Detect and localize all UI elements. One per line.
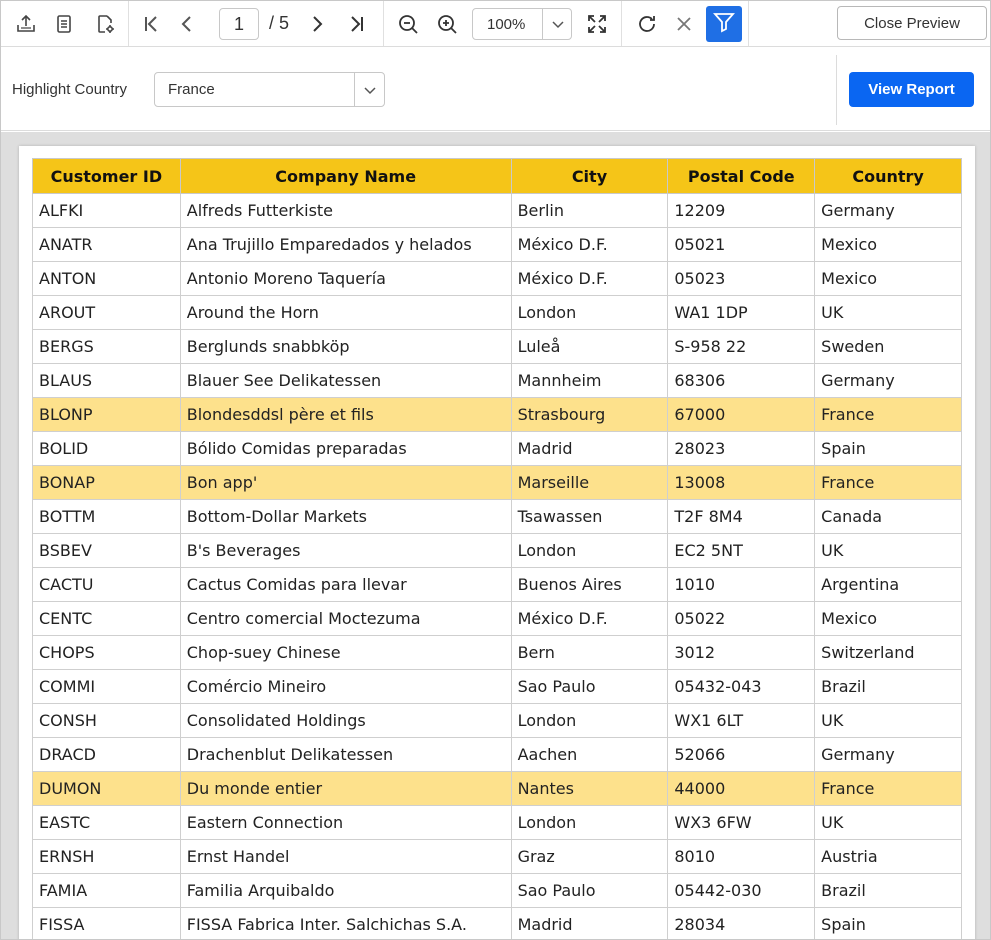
table-cell: BSBEV <box>33 534 181 568</box>
table-cell: COMMI <box>33 670 181 704</box>
table-cell: Mexico <box>815 262 962 296</box>
table-cell: London <box>511 806 668 840</box>
toolbar-divider <box>748 1 749 46</box>
table-cell: 05442-030 <box>668 874 815 908</box>
table-cell: Mannheim <box>511 364 668 398</box>
table-cell: Sao Paulo <box>511 670 668 704</box>
table-cell: Berlin <box>511 194 668 228</box>
table-row <box>33 330 962 364</box>
table-cell: BOTTM <box>33 500 181 534</box>
table-cell: Sweden <box>815 330 962 364</box>
close-preview-button[interactable]: Close Preview <box>837 6 987 40</box>
table-cell: Luleå <box>511 330 668 364</box>
filter-icon <box>712 10 736 39</box>
table-row <box>33 194 962 228</box>
table-cell: 12209 <box>668 194 815 228</box>
table-row <box>33 840 962 874</box>
table-cell: CONSH <box>33 704 181 738</box>
table-cell: Bottom-Dollar Markets <box>180 500 511 534</box>
table-cell: London <box>511 296 668 330</box>
table-cell: Germany <box>815 194 962 228</box>
customer-table <box>32 158 962 940</box>
column-header: City <box>511 159 668 194</box>
table-cell: London <box>511 534 668 568</box>
toolbar-divider <box>383 1 384 46</box>
table-row <box>33 874 962 908</box>
table-row <box>33 738 962 772</box>
column-header: Country <box>815 159 962 194</box>
table-cell: BONAP <box>33 466 181 500</box>
zoom-select[interactable] <box>472 8 572 40</box>
table-cell: DUMON <box>33 772 181 806</box>
current-page-input[interactable]: 1 <box>219 8 259 40</box>
table-row <box>33 466 962 500</box>
next-page-icon[interactable] <box>301 8 333 40</box>
table-row <box>33 534 962 568</box>
refresh-icon[interactable] <box>631 8 663 40</box>
table-cell: Alfreds Futterkiste <box>180 194 511 228</box>
table-cell: 05022 <box>668 602 815 636</box>
highlight-country-value: France <box>168 81 215 98</box>
table-cell: Buenos Aires <box>511 568 668 602</box>
table-cell: Germany <box>815 738 962 772</box>
zoom-in-icon[interactable] <box>431 8 463 40</box>
table-cell: FAMIA <box>33 874 181 908</box>
report-page <box>19 146 975 940</box>
table-cell: France <box>815 466 962 500</box>
table-cell: T2F 8M4 <box>668 500 815 534</box>
table-cell: BLAUS <box>33 364 181 398</box>
table-row <box>33 262 962 296</box>
table-cell: 28023 <box>668 432 815 466</box>
table-row <box>33 772 962 806</box>
table-cell: México D.F. <box>511 262 668 296</box>
table-cell: Madrid <box>511 908 668 940</box>
table-cell: Tsawassen <box>511 500 668 534</box>
close-icon[interactable] <box>668 8 700 40</box>
table-cell: Around the Horn <box>180 296 511 330</box>
chevron-down-icon[interactable] <box>542 9 572 39</box>
table-row <box>33 228 962 262</box>
column-header: Postal Code <box>668 159 815 194</box>
table-row <box>33 500 962 534</box>
table-cell: Spain <box>815 908 962 940</box>
table-cell: BOLID <box>33 432 181 466</box>
table-cell: 28034 <box>668 908 815 940</box>
table-row <box>33 296 962 330</box>
table-cell: AROUT <box>33 296 181 330</box>
table-row <box>33 432 962 466</box>
table-cell: 3012 <box>668 636 815 670</box>
table-cell: 05023 <box>668 262 815 296</box>
column-header: Company Name <box>180 159 511 194</box>
table-cell: UK <box>815 296 962 330</box>
table-cell: 52066 <box>668 738 815 772</box>
table-row <box>33 398 962 432</box>
table-row <box>33 364 962 398</box>
table-cell: Mexico <box>815 228 962 262</box>
highlight-country-select[interactable] <box>154 72 385 107</box>
table-cell: Switzerland <box>815 636 962 670</box>
table-cell: Ana Trujillo Emparedados y helados <box>180 228 511 262</box>
highlight-country-label: Highlight Country <box>12 81 128 98</box>
last-page-icon[interactable] <box>341 8 373 40</box>
table-cell: Blondesddsl père et fils <box>180 398 511 432</box>
table-cell: WA1 1DP <box>668 296 815 330</box>
parameter-panel <box>1 47 990 131</box>
table-cell: 13008 <box>668 466 815 500</box>
table-cell: FISSA <box>33 908 181 940</box>
table-row <box>33 602 962 636</box>
table-cell: Du monde entier <box>180 772 511 806</box>
table-cell: Austria <box>815 840 962 874</box>
table-cell: ANTON <box>33 262 181 296</box>
previous-page-icon[interactable] <box>171 8 203 40</box>
table-cell: Cactus Comidas para llevar <box>180 568 511 602</box>
report-canvas[interactable] <box>1 132 990 940</box>
table-cell: México D.F. <box>511 228 668 262</box>
table-cell: 8010 <box>668 840 815 874</box>
table-cell: Bon app' <box>180 466 511 500</box>
table-cell: DRACD <box>33 738 181 772</box>
table-row <box>33 908 962 940</box>
table-cell: Ernst Handel <box>180 840 511 874</box>
table-cell: Brazil <box>815 670 962 704</box>
table-cell: B's Beverages <box>180 534 511 568</box>
table-cell: CACTU <box>33 568 181 602</box>
table-header-row <box>33 159 962 194</box>
table-cell: BERGS <box>33 330 181 364</box>
table-cell: WX3 6FW <box>668 806 815 840</box>
export-icon[interactable] <box>10 8 42 40</box>
table-cell: Chop-suey Chinese <box>180 636 511 670</box>
table-cell: Antonio Moreno Taquería <box>180 262 511 296</box>
table-cell: EASTC <box>33 806 181 840</box>
table-row <box>33 670 962 704</box>
table-cell: France <box>815 772 962 806</box>
fit-page-icon[interactable] <box>581 8 613 40</box>
toolbar-divider <box>128 1 129 46</box>
table-cell: México D.F. <box>511 602 668 636</box>
table-cell: Berglunds snabbköp <box>180 330 511 364</box>
table-cell: 1010 <box>668 568 815 602</box>
table-cell: UK <box>815 806 962 840</box>
table-cell: Bólido Comidas preparadas <box>180 432 511 466</box>
table-cell: BLONP <box>33 398 181 432</box>
table-cell: Blauer See Delikatessen <box>180 364 511 398</box>
table-row <box>33 636 962 670</box>
table-cell: Graz <box>511 840 668 874</box>
toolbar-divider <box>621 1 622 46</box>
filter-button[interactable] <box>706 6 742 42</box>
first-page-icon[interactable] <box>135 8 167 40</box>
table-cell: 67000 <box>668 398 815 432</box>
table-cell: CENTC <box>33 602 181 636</box>
chevron-down-icon[interactable] <box>354 73 384 106</box>
table-cell: ANATR <box>33 228 181 262</box>
table-cell: EC2 5NT <box>668 534 815 568</box>
view-report-button[interactable]: View Report <box>849 72 974 107</box>
table-row <box>33 704 962 738</box>
page-setup-icon[interactable] <box>89 8 121 40</box>
table-cell: Aachen <box>511 738 668 772</box>
table-cell: Nantes <box>511 772 668 806</box>
toolbar <box>1 1 990 47</box>
total-pages: / 5 <box>269 13 290 33</box>
table-cell: ERNSH <box>33 840 181 874</box>
table-row <box>33 806 962 840</box>
table-cell: Argentina <box>815 568 962 602</box>
table-cell: Centro comercial Moctezuma <box>180 602 511 636</box>
table-cell: Eastern Connection <box>180 806 511 840</box>
table-cell: Consolidated Holdings <box>180 704 511 738</box>
zoom-value: 100% <box>487 16 526 33</box>
table-cell: WX1 6LT <box>668 704 815 738</box>
table-cell: Drachenblut Delikatessen <box>180 738 511 772</box>
parameter-divider <box>836 55 837 125</box>
table-cell: S-958 22 <box>668 330 815 364</box>
table-row <box>33 568 962 602</box>
table-cell: Sao Paulo <box>511 874 668 908</box>
table-cell: 44000 <box>668 772 815 806</box>
table-cell: France <box>815 398 962 432</box>
table-cell: Canada <box>815 500 962 534</box>
table-cell: UK <box>815 704 962 738</box>
zoom-out-icon[interactable] <box>392 8 424 40</box>
table-cell: London <box>511 704 668 738</box>
column-header: Customer ID <box>33 159 181 194</box>
table-cell: ALFKI <box>33 194 181 228</box>
table-cell: 05432-043 <box>668 670 815 704</box>
table-cell: Bern <box>511 636 668 670</box>
table-cell: Spain <box>815 432 962 466</box>
document-icon[interactable] <box>48 8 80 40</box>
table-cell: Marseille <box>511 466 668 500</box>
table-cell: Madrid <box>511 432 668 466</box>
table-cell: CHOPS <box>33 636 181 670</box>
table-cell: Germany <box>815 364 962 398</box>
table-cell: Comércio Mineiro <box>180 670 511 704</box>
table-cell: UK <box>815 534 962 568</box>
table-cell: 68306 <box>668 364 815 398</box>
table-cell: FISSA Fabrica Inter. Salchichas S.A. <box>180 908 511 940</box>
table-cell: Strasbourg <box>511 398 668 432</box>
table-cell: Brazil <box>815 874 962 908</box>
table-cell: Mexico <box>815 602 962 636</box>
table-cell: 05021 <box>668 228 815 262</box>
table-cell: Familia Arquibaldo <box>180 874 511 908</box>
